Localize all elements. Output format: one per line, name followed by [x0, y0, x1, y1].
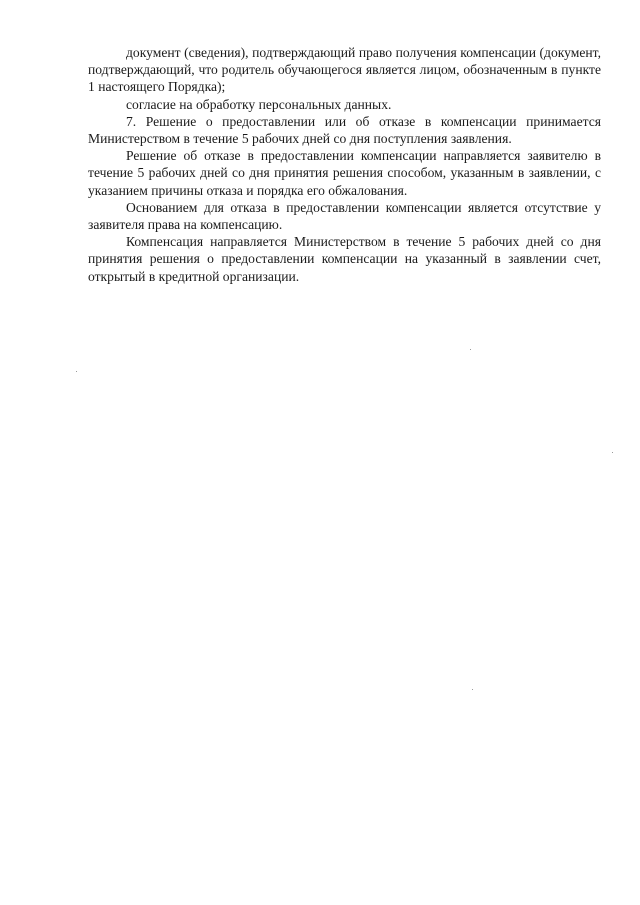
scan-speck: [76, 371, 77, 372]
document-body: [88, 44, 601, 285]
paragraph-personal-data-consent: согласие на обработку персональных данных.: [126, 96, 392, 112]
scan-speck: [472, 689, 473, 690]
paragraph-decision-term: 7. Решение о предоставлении или об отказе в компенсации принимается Министерством в течение 5 рабочих дней со дня поступления заявления.: [88, 113, 601, 147]
paragraph-supporting-document: документ (сведения), подтверждающий право получения компенсации (документ, подтверждающий, что родитель обучающегося является лицом, обозначенным в пункте 1 настоящего Порядка);: [88, 45, 601, 95]
paragraph-refusal-grounds: Основанием для отказа в предоставлении компенсации является отсутствие у заявителя права на компенсацию.: [88, 199, 601, 233]
paragraph-refusal-notice: Решение об отказе в предоставлении компенсации направляется заявителю в течение 5 рабочих дней со дня принятия решения способом, указанным в заявлении, с указанием причины отказа и порядка его обжалования.: [88, 148, 601, 198]
scan-speck: [470, 349, 471, 350]
scan-speck: [612, 452, 613, 453]
paragraph-payment-term: Компенсация направляется Министерством в течение 5 рабочих дней со дня принятия решения о предоставлении компенсации на указанный в заявлении счет, открытый в кредитной организации.: [88, 234, 601, 284]
